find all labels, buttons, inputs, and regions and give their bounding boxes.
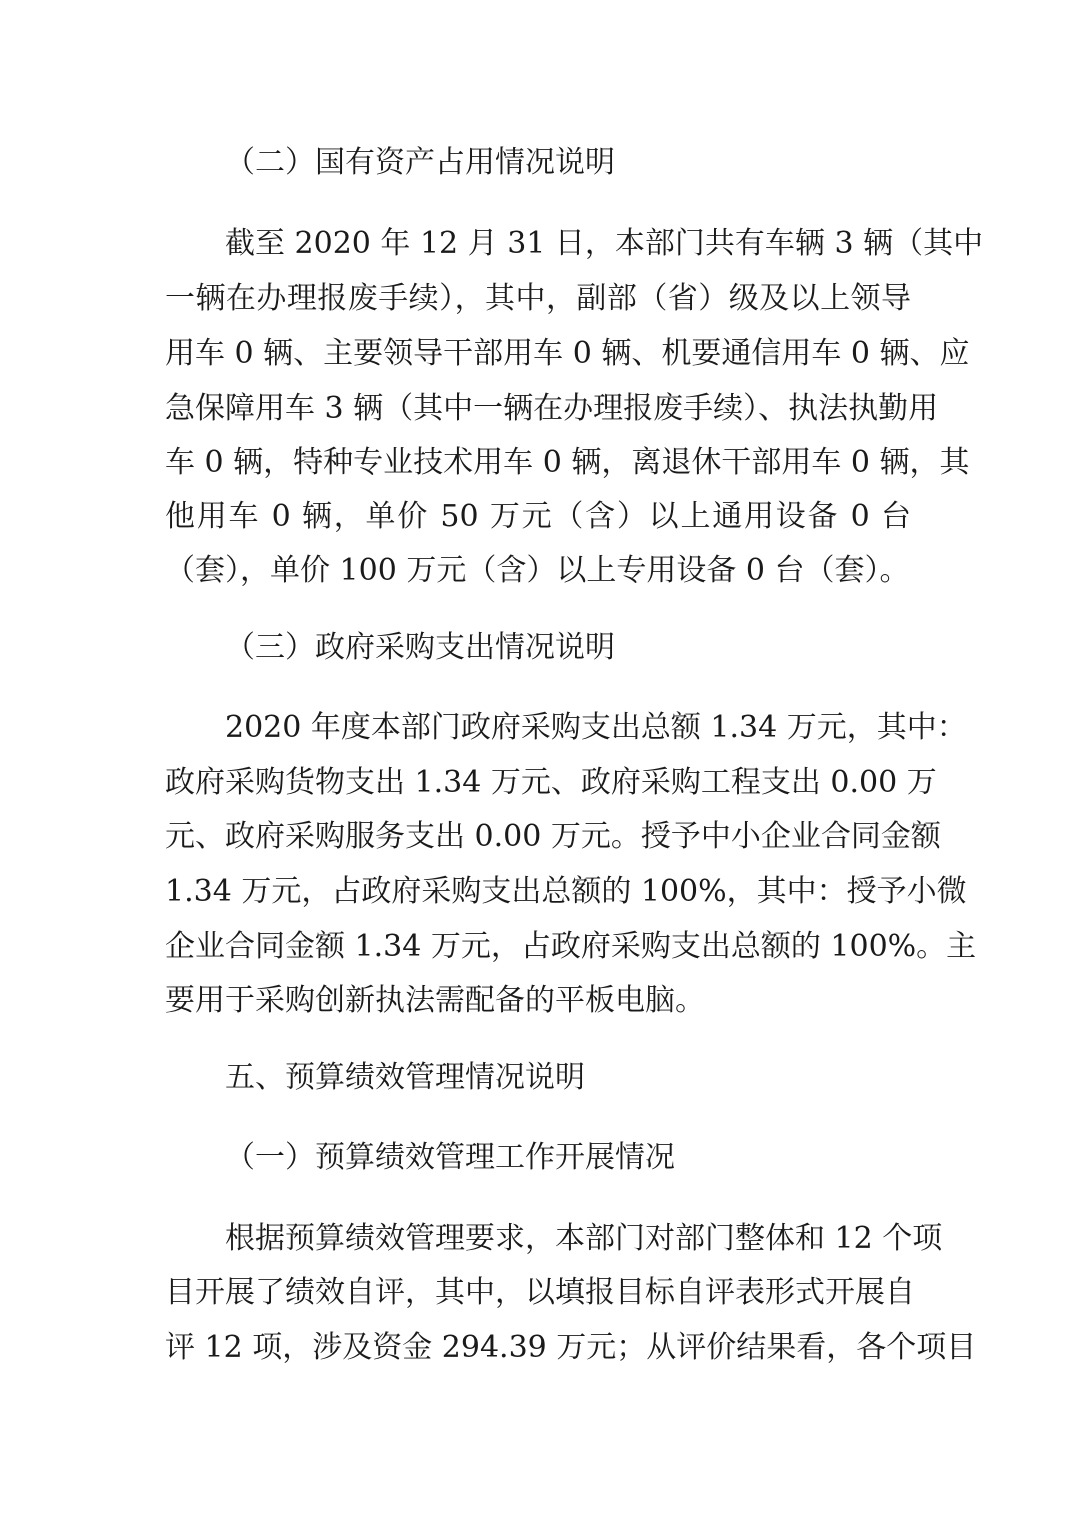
procurement-line-1: 2020 年度本部门政府采购支出总额 1.34 万元，其中：: [225, 710, 967, 745]
assets-line-7: （套），单价 100 万元（含）以上专用设备 0 台（套）。: [165, 553, 910, 588]
procurement-line-2: 政府采购货物支出 1.34 万元、政府采购工程支出 0.00 万: [165, 765, 937, 800]
assets-line-6: 他用车 0 辆，单价 50 万元（含）以上通用设备 0 台: [165, 499, 911, 534]
assets-heading: （二）国有资产占用情况说明: [225, 145, 615, 180]
assets-line-4: 急保障用车 3 辆（其中一辆在办理报废手续）、执法执勤用: [165, 391, 939, 426]
procurement-line-6: 要用于采购创新执法需配备的平板电脑。: [165, 983, 705, 1018]
assets-line-5: 车 0 辆，特种专业技术用车 0 辆，离退休干部用车 0 辆，其: [165, 445, 970, 480]
budget-line-2: 目开展了绩效自评，其中，以填报目标自评表形式开展自: [165, 1275, 915, 1310]
procurement-line-3: 元、政府采购服务支出 0.00 万元。授予中小企业合同金额: [165, 819, 941, 854]
procurement-line-5: 企业合同金额 1.34 万元，占政府采购支出总额的 100%。主: [165, 929, 977, 964]
assets-line-3: 用车 0 辆、主要领导干部用车 0 辆、机要通信用车 0 辆、应: [165, 336, 970, 371]
assets-line-1: 截至 2020 年 12 月 31 日，本部门共有车辆 3 辆（其中: [225, 226, 984, 261]
budget-heading: 五、预算绩效管理情况说明: [225, 1060, 585, 1095]
procurement-line-4: 1.34 万元，占政府采购支出总额的 100%，其中：授予小微: [165, 874, 967, 909]
budget-sub-heading: （一）预算绩效管理工作开展情况: [225, 1140, 675, 1175]
budget-line-1: 根据预算绩效管理要求，本部门对部门整体和 12 个项: [225, 1221, 943, 1256]
budget-line-3: 评 12 项，涉及资金 294.39 万元；从评价结果看，各个项目: [165, 1330, 977, 1365]
assets-line-2: 一辆在办理报废手续），其中，副部（省）级及以上领导: [165, 281, 911, 316]
procurement-heading: （三）政府采购支出情况说明: [225, 630, 615, 665]
